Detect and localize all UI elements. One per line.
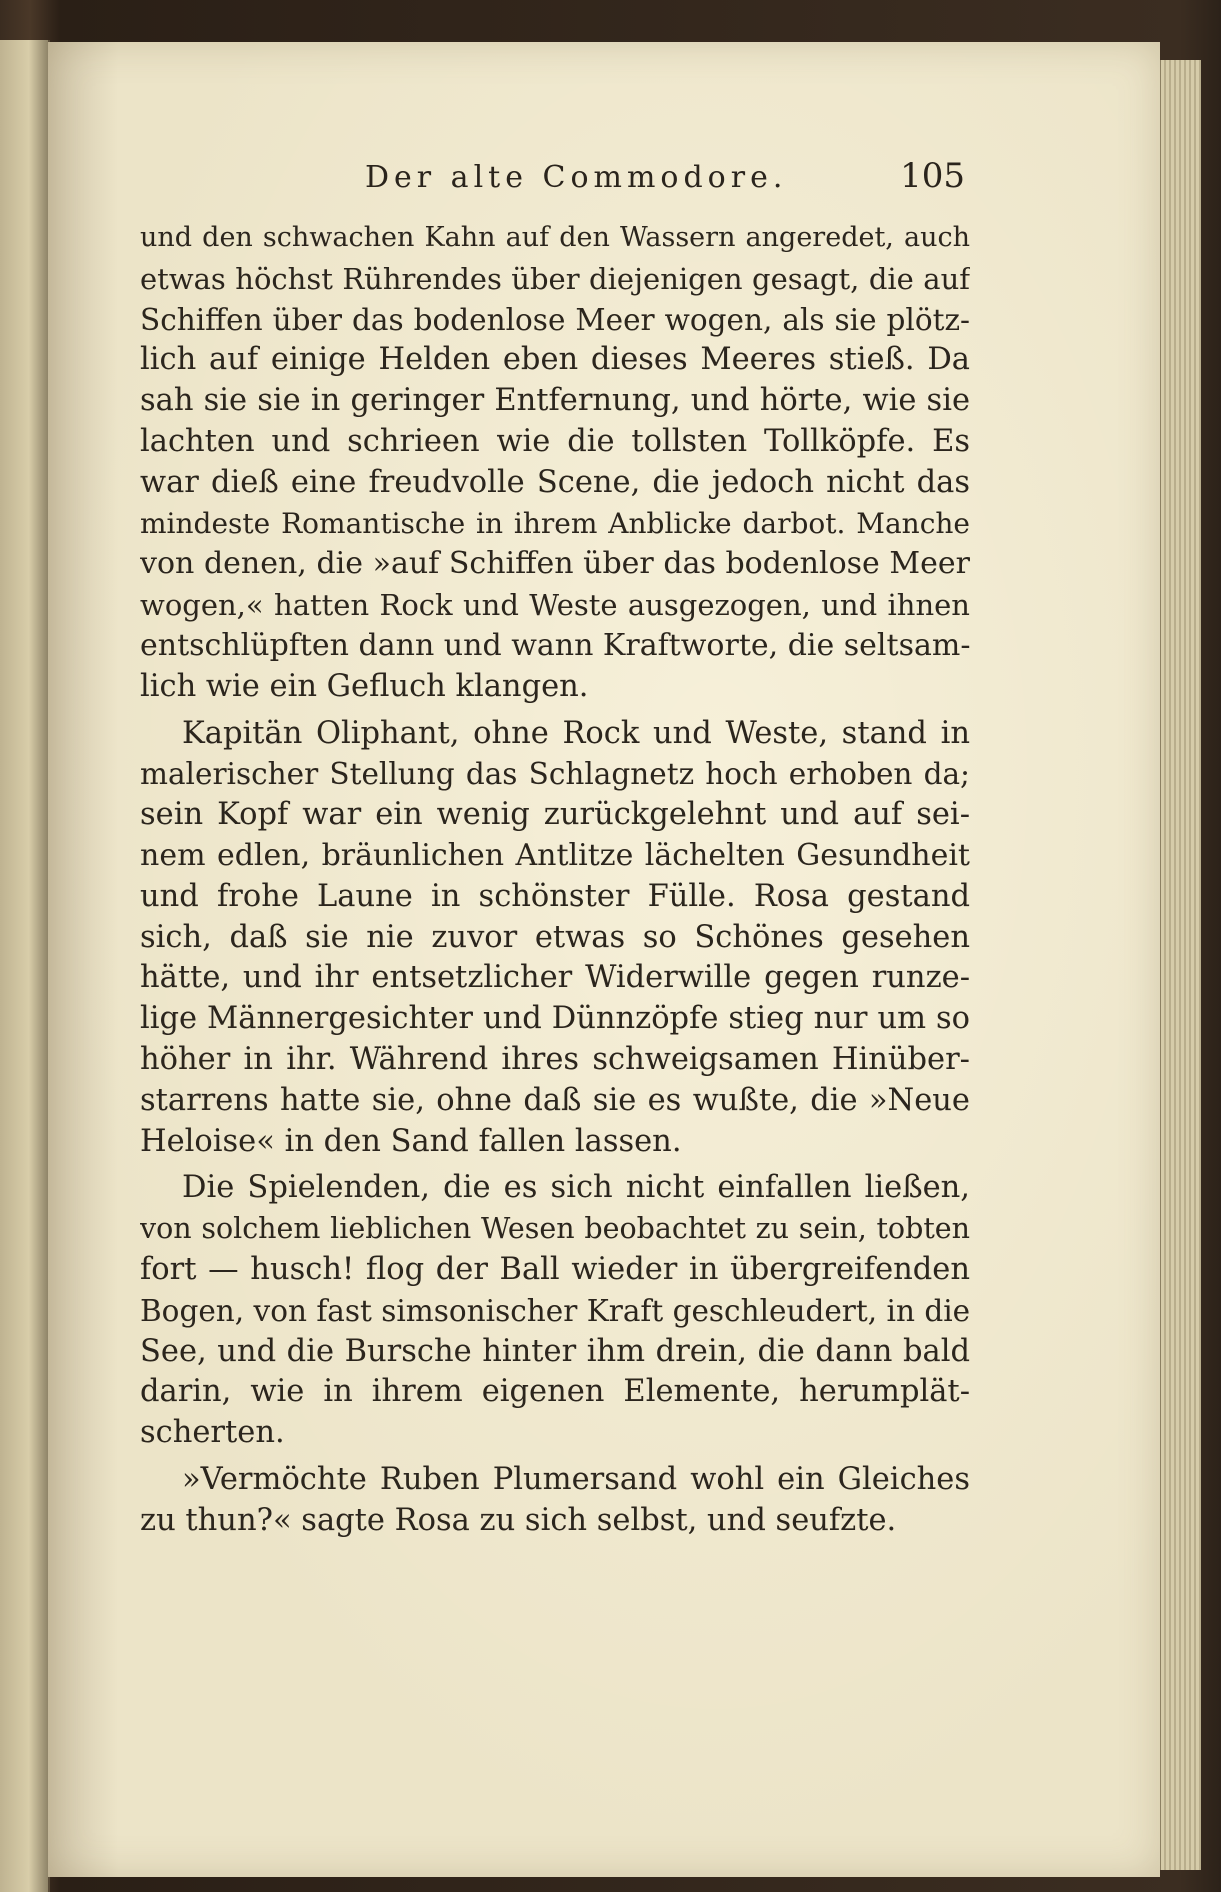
text-line: Die Spielenden, die es sich nicht einfallen ließen, [182,1170,970,1206]
text-line: fort — husch! flog der Ball wieder in übergreifenden [140,1251,970,1287]
text-line: lige Männergesichter und Dünnzöpfe stieg nur um so [140,1001,970,1037]
text-line: nem edlen, bräunlichen Antlitze lächelten Gesundheit [140,837,970,873]
previous-page-edge [0,40,50,1892]
text-line: höher in ihr. Während ihres schweigsamen Hinüber- [140,1041,970,1077]
text-line: scherten. [140,1415,285,1451]
text-line: sein Kopf war ein wenig zurückgelehnt und auf sei- [140,797,970,833]
text-line: darin, wie in ihrem eigenen Elemente, herumplät- [140,1374,970,1410]
text-line: lich auf einige Helden eben dieses Meeres stieß. Da [140,342,970,378]
text-line: wogen,« hatten Rock und Weste ausgezogen, und ihnen [140,588,970,623]
text-line: Bogen, von fast simsonischer Kraft geschleudert, in die [140,1293,970,1328]
text-line: von denen, die »auf Schiffen über das bodenlose Meer [140,546,970,582]
body-text [140,218,970,1542]
text-line: Schiffen über das bodenlose Meer wogen, als sie plötz- [140,302,970,337]
text-line: war dieß eine freudvolle Scene, die jedoch nicht das [140,464,970,500]
text-line: und den schwachen Kahn auf den Wassern angeredet, auch [140,222,970,253]
page-header [155,156,965,210]
text-line: mindeste Romantische in ihrem Anblicke darbot. Manche [140,506,970,540]
text-line: etwas höchst Rührendes über diejenigen gesagt, die auf [140,261,970,296]
text-line: starrens hatte sie, ohne daß sie es wußte, die »Neue [140,1082,970,1118]
text-line: von solchem lieblichen Wesen beobachtet zu sein, tobten [140,1212,970,1246]
text-line: See, und die Bursche hinter ihm drein, die dann bald [140,1333,970,1369]
running-head: Der alte Commodore. [365,160,788,195]
text-line: lachten und schrieen wie die tollsten Tollköpfe. Es [140,423,970,459]
text-line: sich, daß sie nie zuvor etwas so Schönes gesehen [140,919,970,955]
page-stack-edges [1160,60,1201,1870]
text-line: malerischer Stellung das Schlagnetz hoch erhoben da; [140,757,970,792]
text-line: »Vermöchte Ruben Plumersand wohl ein Gleiches [182,1461,970,1497]
text-line: entschlüpften dann und wann Kraftworte, die seltsam- [140,627,970,663]
page-number: 105 [900,156,965,196]
text-line: lich wie ein Gefluch klangen. [140,668,589,704]
text-line: hätte, und ihr entsetzlicher Widerwille gegen runze- [140,960,970,996]
text-line: und frohe Laune in schönster Fülle. Rosa gestand [140,878,970,914]
text-line: sah sie sie in geringer Entfernung, und hörte, wie sie [140,383,970,419]
text-line: Heloise« in den Sand fallen lassen. [140,1123,682,1159]
text-line: Kapitän Oliphant, ohne Rock und Weste, stand in [182,715,970,751]
text-line: zu thun?« sagte Rosa zu sich selbst, und seufzte. [140,1502,897,1538]
